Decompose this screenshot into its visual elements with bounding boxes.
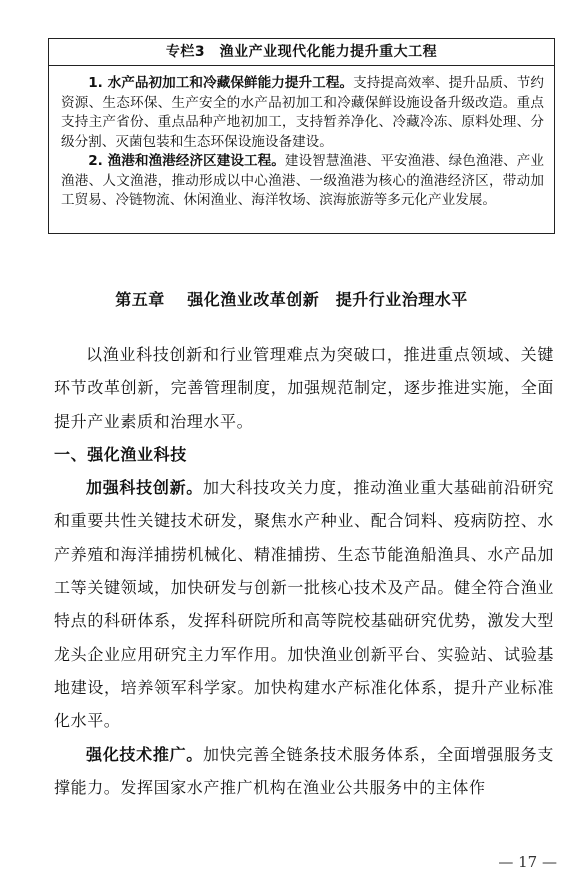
feature-box	[48, 38, 555, 234]
chapter-heading	[0, 287, 583, 310]
paragraph-lead: 强化技术推广。	[86, 744, 204, 764]
box-title: 专栏3 渔业产业现代化能力提升重大工程	[49, 39, 554, 66]
body-paragraph	[54, 738, 554, 805]
box-item-heading: 2. 渔港和渔港经济区建设工程。	[88, 153, 285, 169]
chapter-number: 第五章	[115, 290, 165, 309]
paragraph-lead: 加强科技创新。	[86, 478, 204, 498]
box-body	[49, 66, 554, 211]
main-content	[54, 338, 554, 804]
box-item	[61, 74, 544, 152]
box-item-heading: 1. 水产品初加工和冷藏保鲜能力提升工程。	[88, 75, 354, 91]
chapter-title: 强化渔业改革创新 提升行业治理水平	[187, 290, 468, 309]
page-number: — 17 —	[498, 853, 557, 871]
box-item	[61, 152, 544, 211]
intro-paragraph: 以渔业科技创新和行业管理难点为突破口，推进重点领域、关键环节改革创新，完善管理制度，加强规范制定，逐步推进实施，全面提升产业素质和治理水平。	[54, 345, 554, 431]
paragraph-text: 加快完善全链条技术服务体系，全面增强服务支撑能力。发挥国家水产推广机构在渔业公共服务中的主体作	[54, 744, 554, 797]
body-paragraph	[54, 471, 554, 737]
box-item-text: 建设智慧渔港、平安渔港、绿色渔港、产业渔港、人文渔港，推动形成以中心渔港、一级渔港为核心的渔港经济区，带动加工贸易、冷链物流、休闲渔业、海洋牧场、滨海旅游等多元化产业发展。	[61, 153, 545, 208]
box-item-text: 支持提高效率、提升品质、节约资源、生态环保、生产安全的水产品初加工和冷藏保鲜设施设备升级改造。重点支持主产省份、重点品种产地初加工，支持暂养净化、冷藏冷冻、原料处理、分级分割、灭菌包装和生态环保设施设备建设。	[61, 75, 544, 150]
paragraph-text: 加大科技攻关力度，推动渔业重大基础前沿研究和重要共性关键技术研发，聚焦水产种业、配合饲料、疫病防控、水产养殖和海洋捕捞机械化、精准捕捞、生态节能渔船渔具、水产品加工等关键领域，加快研发与创新一批核心技术及产品。健全符合渔业特点的科研体系，发挥科研院所和高等院校基础研究优势，激发大型龙头企业应用研究主力军作用。加快渔业创新平台、实验站、试验基地建设，培养领军科学家。加快构建水产标准化体系，提升产业标准化水平。	[54, 478, 554, 731]
section-heading: 一、强化渔业科技	[54, 444, 187, 464]
